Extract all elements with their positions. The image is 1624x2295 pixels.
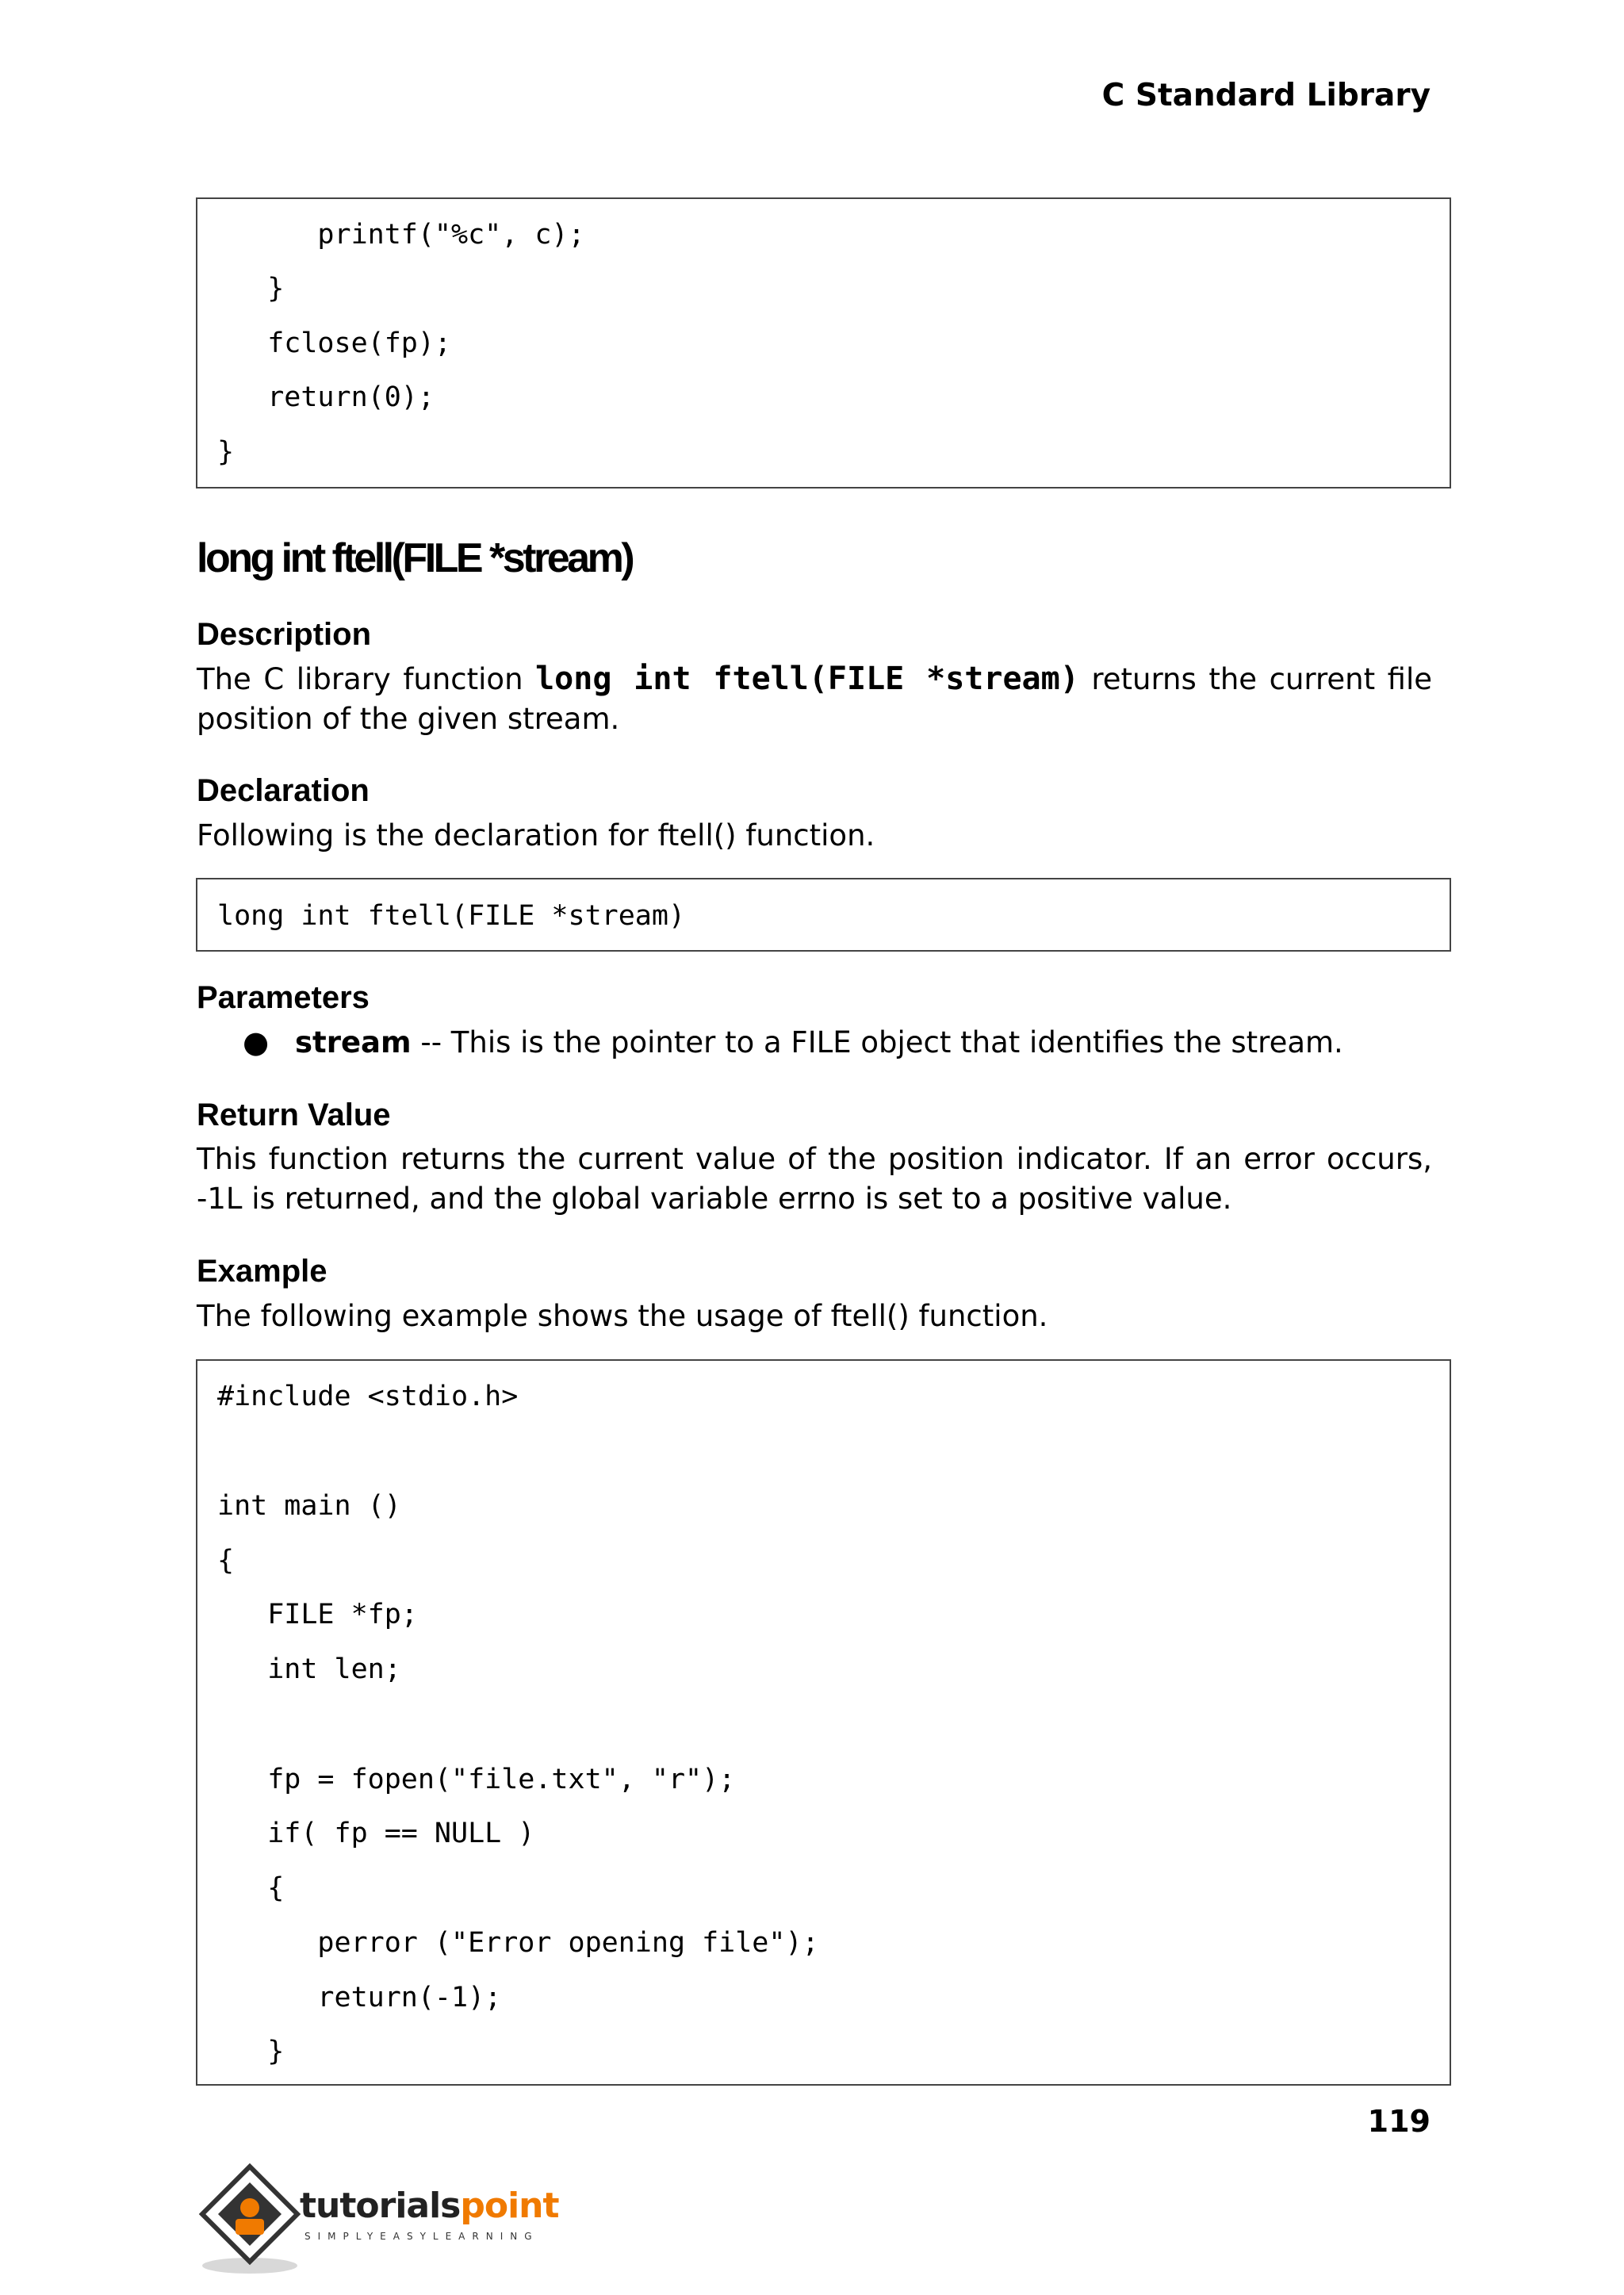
return-value-text: This function returns the current value of the position indicator. If an error occurs, -1L is returned, and the global variable errno is set to a positive value.	[197, 1142, 1432, 1216]
code-line: fp = fopen("file.txt", "r");	[217, 1764, 736, 1795]
declaration-code-block	[196, 878, 1451, 952]
logo-tagline: SIMPLYEASYLEARNING	[304, 2231, 539, 2242]
code-line: fclose(fp);	[217, 328, 452, 359]
bullet-icon: ●	[243, 1025, 270, 1059]
example-text: The following example shows the usage of ftell() function.	[197, 1299, 1048, 1333]
page-number: 119	[1367, 2104, 1431, 2139]
logo-wordmark: tutorialspoint	[300, 2186, 559, 2226]
parameter-item: stream -- This is the pointer to a FILE object that identifies the stream.	[295, 1025, 1343, 1059]
code-line: int len;	[217, 1653, 401, 1685]
code-block-continuation	[196, 197, 1451, 489]
description-text: The C library function long int ftell(FILE *stream) returns the current file position of the given stream.	[197, 661, 1432, 736]
declaration-heading: Declaration	[197, 773, 370, 808]
code-line: return(-1);	[217, 1982, 502, 2013]
code-line: if( fp == NULL )	[217, 1818, 535, 1849]
code-line: {	[217, 1872, 285, 1904]
code-line: }	[217, 273, 285, 305]
declaration-text: Following is the declaration for ftell() function.	[197, 818, 875, 852]
description-heading: Description	[197, 617, 372, 652]
code-line: return(0);	[217, 381, 435, 413]
code-line: {	[217, 1545, 235, 1577]
example-code-block	[196, 1359, 1451, 2086]
return-value-heading: Return Value	[197, 1098, 391, 1132]
section-title: long int ftell(FILE *stream)	[197, 535, 633, 581]
running-header: C Standard Library	[1101, 78, 1431, 113]
code-line: perror ("Error opening file");	[217, 1927, 819, 1959]
code-line: printf("%c", c);	[217, 219, 585, 251]
code-line: }	[217, 436, 235, 468]
example-heading: Example	[197, 1254, 327, 1289]
code-line: #include <stdio.h>	[217, 1381, 519, 1412]
parameters-heading: Parameters	[197, 980, 370, 1015]
code-line: int main ()	[217, 1490, 401, 1522]
code-line: long int ftell(FILE *stream)	[217, 900, 686, 932]
code-line: }	[217, 2036, 285, 2067]
function-signature-inline: long int ftell(FILE *stream)	[535, 661, 1079, 697]
code-line: FILE *fp;	[217, 1599, 418, 1630]
